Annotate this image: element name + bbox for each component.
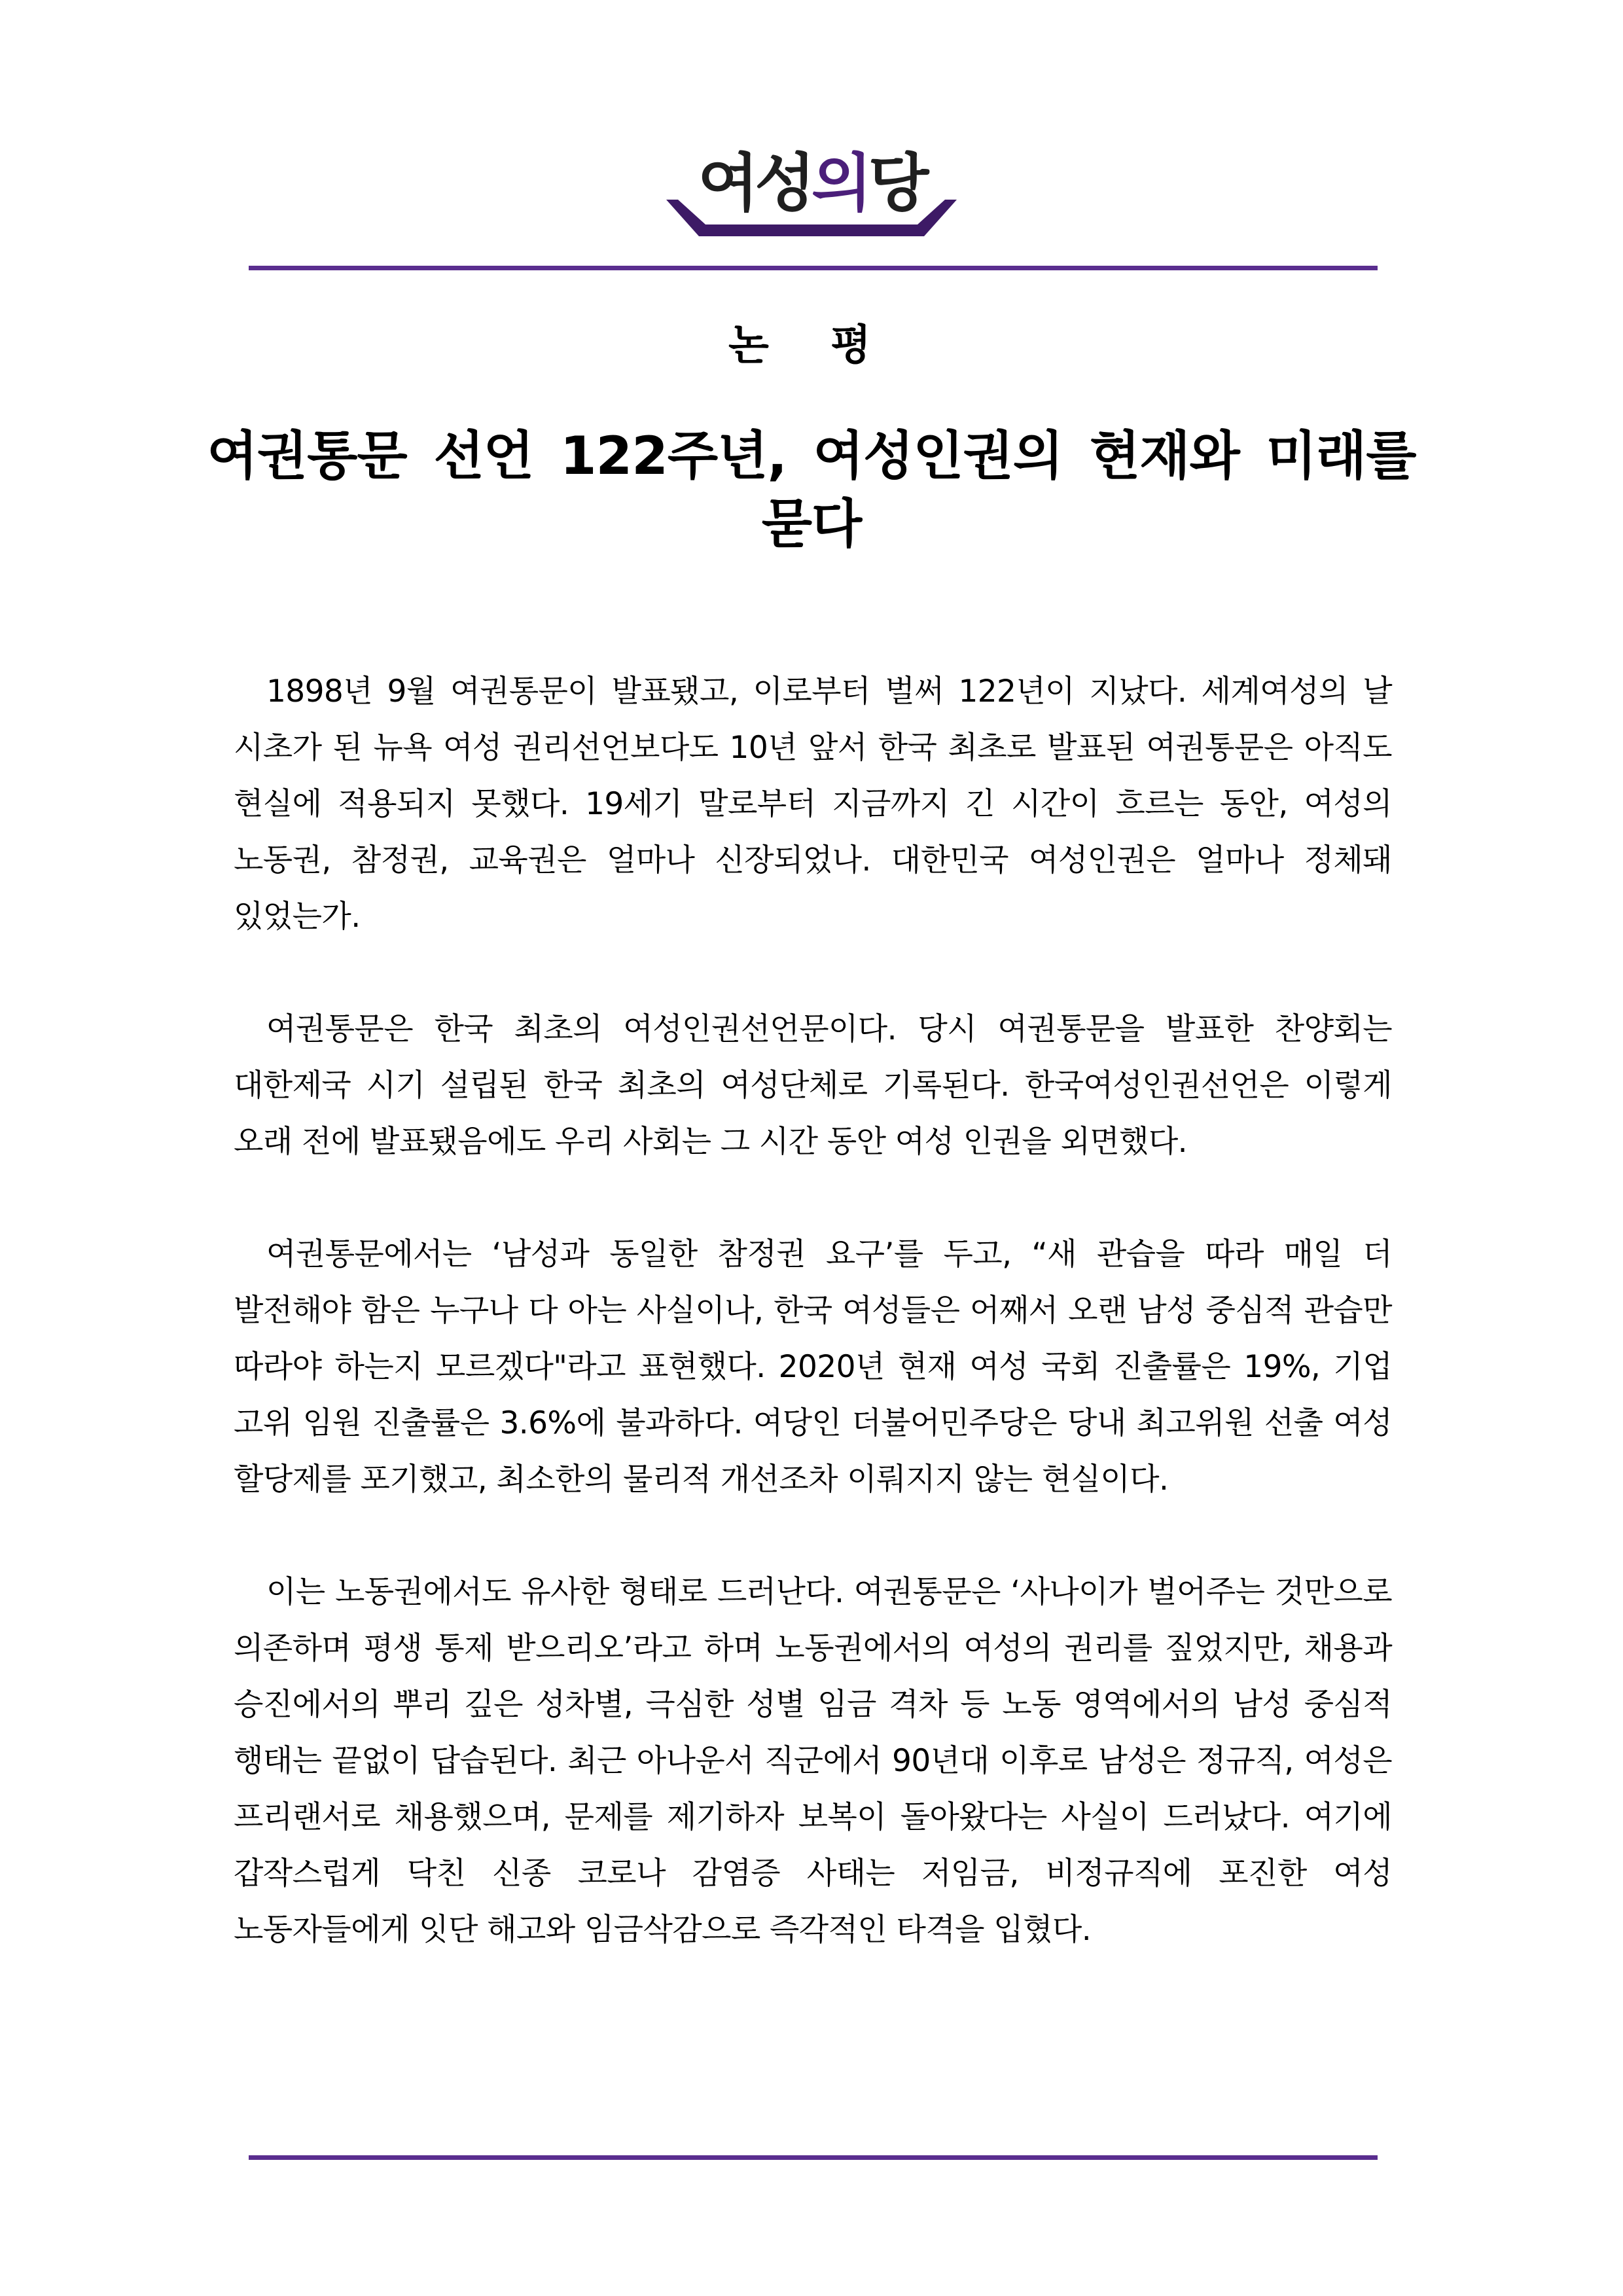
footer-divider: [249, 2155, 1378, 2160]
logo-text-start: 여성: [698, 147, 812, 220]
document-body: [234, 664, 1392, 2015]
paragraph-1: 1898년 9월 여권통문이 발표됐고, 이로부터 벌써 122년이 지났다. 세계여성의 날 시초가 된 뉴욕 여성 권리선언보다도 10년 앞서 한국 최초로 발표된 여권통문은 아직도 현실에 적용되지 못했다. 19세기 말로부터 지금까지 긴 시간이 흐르는 동안, 여성의 노동권, 참정권, 교육권은 얼마나 신장되었나. 대한민국 여성인권은 얼마나 정체돼 있었는가.: [234, 673, 1392, 935]
header-divider: [249, 266, 1378, 270]
logo-text-end: 당: [868, 147, 925, 220]
document-type: 논 평: [728, 321, 895, 370]
logo-wordmark: [654, 147, 969, 219]
party-logo: [654, 141, 969, 255]
paragraph-3: 여권통문에서는 ‘남성과 동일한 참정권 요구’를 두고, “새 관습을 따라 매일 더 발전해야 함은 누구나 다 아는 사실이나, 한국 여성들은 어째서 오랜 남성 중심적 관습만 따라야 하는지 모르겠다"라고 표현했다. 2020년 현재 여성 국회 진출률은 19%, 기업 고위 임원 진출률은 3.6%에 불과하다. 여당인 더불어민주당은 당내 최고위원 선출 여성 할당제를 포기했고, 최소한의 물리적 개선조차 이뤄지지 않는 현실이다.: [234, 1236, 1392, 1498]
paragraph-2: 여권통문은 한국 최초의 여성인권선언문이다. 당시 여권통문을 발표한 찬양회는 대한제국 시기 설립된 한국 최초의 여성단체로 기록된다. 한국여성인권선언은 이렇게 오래 전에 발표됐음에도 우리 사회는 그 시간 동안 여성 인권을 외면했다.: [234, 1011, 1392, 1160]
logo-text-accent: 의: [811, 147, 868, 220]
document-title: 여권통문 선언 122주년, 여성인권의 현재와 미래를 묻다: [207, 425, 1416, 554]
paragraph-4: 이는 노동권에서도 유사한 형태로 드러난다. 여권통문은 ‘사나이가 벌어주는 것만으로 의존하며 평생 통제 받으리오’라고 하며 노동권에서의 여성의 권리를 짚었지만, 채용과 승진에서의 뿌리 깊은 성차별, 극심한 성별 임금 격차 등 노동 영역에서의 남성 중심적 행태는 끝없이 답습된다. 최근 아나운서 직군에서 90년대 이후로 남성은 정규직, 여성은 프리랜서로 채용했으며, 문제를 제기하자 보복이 돌아왔다는 사실이 드러났다. 여기에 갑작스럽게 닥친 신종 코로나 감염증 사태는 저임금, 비정규직에 포진한 여성 노동자들에게 잇단 해고와 임금삭감으로 즉각적인 타격을 입혔다.: [234, 1574, 1392, 1948]
